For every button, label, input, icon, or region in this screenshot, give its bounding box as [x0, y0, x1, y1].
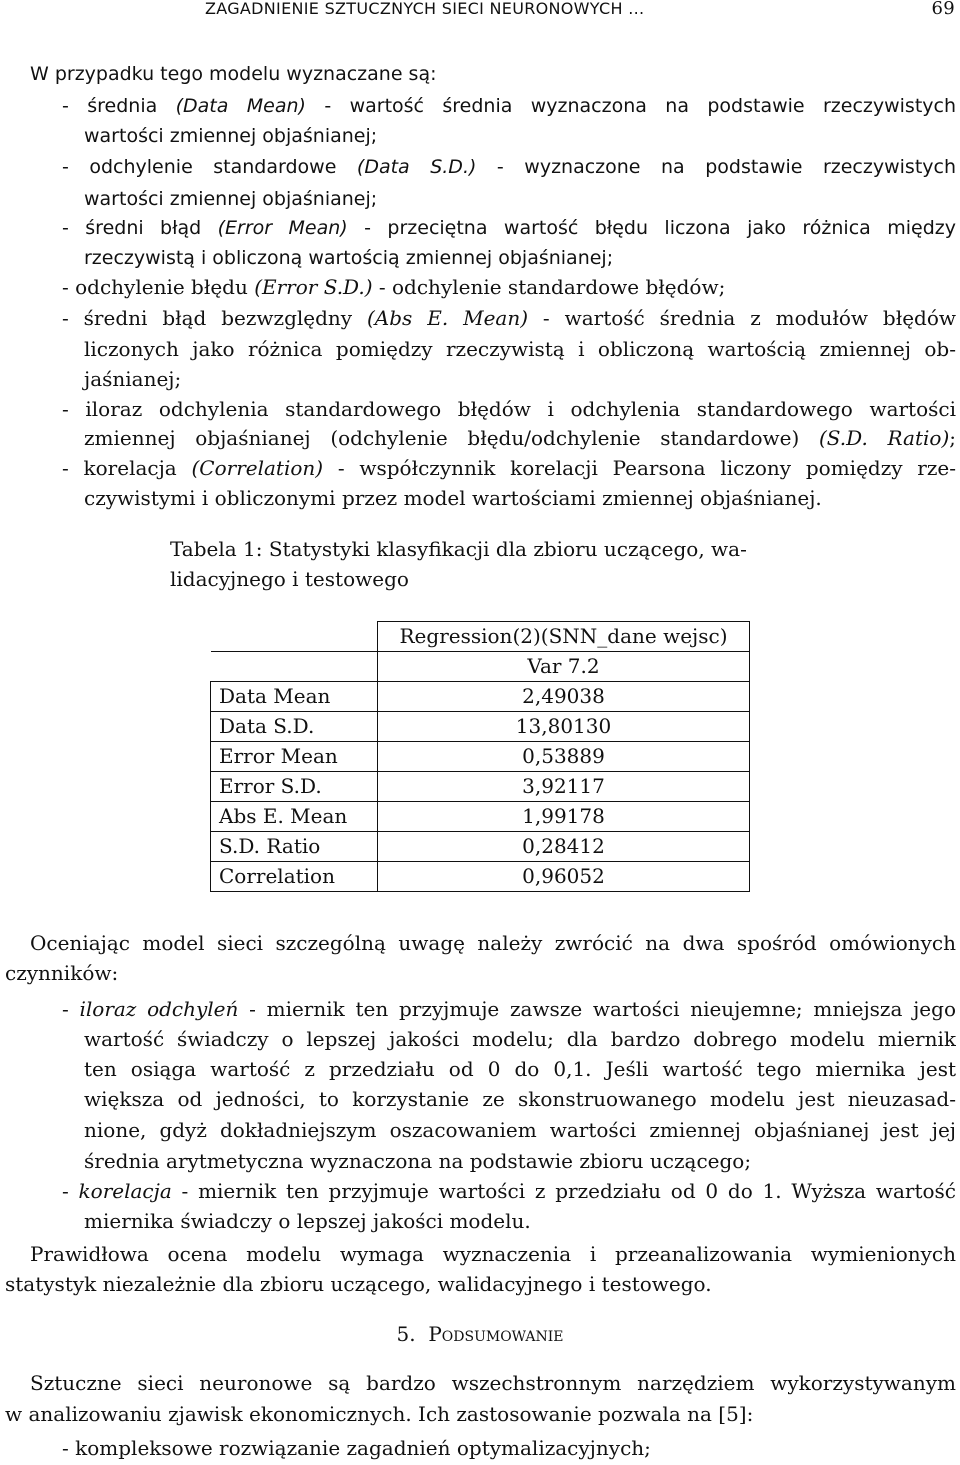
- list-item-line: - odchylenie błędu (Error S.D.) - odchylenie standardowe błędów;: [62, 275, 726, 299]
- paragraph-line: Oceniając model sieci szczególną uwagę należy zwrócić na dwa spośród omówionych: [30, 931, 956, 955]
- list-item-line: zmiennej objaśnianej (odchylenie błędu/odchylenie standardowe) (S.D. Ratio);: [84, 426, 956, 450]
- table-cell-label: Data S.D.: [211, 712, 378, 742]
- table-cell-value: 3,92117: [378, 772, 750, 802]
- list-item-line: większa od jedności, to korzystanie ze skonstruowanego modelu jest nieuzasad-: [84, 1087, 956, 1111]
- paragraph-line: statystyk niezależnie dla zbioru uczącego, walidacyjnego i testowego.: [5, 1272, 712, 1296]
- list-item-line: - odchylenie standardowe (Data S.D.) - wyznaczone na podstawie rzeczywistych: [62, 156, 956, 178]
- list-item-line: - kompleksowe rozwiązanie zagadnień optymalizacyjnych;: [62, 1436, 651, 1460]
- paragraph-line: Sztuczne sieci neuronowe są bardzo wszechstronnym narzędziem wykorzystywanym: [30, 1371, 956, 1395]
- statistics-table: [210, 621, 750, 892]
- list-item-line: ten osiąga wartość z przedziału od 0 do 0,1. Jeśli wartość tego miernika jest: [84, 1057, 956, 1081]
- list-item-line: nione, gdyż dokładniejszym oszacowaniem wartości zmiennej objaśnianej jest jej: [84, 1118, 956, 1142]
- list-item-line: miernika świadczy o lepszej jakości modelu.: [84, 1209, 531, 1233]
- table-header-row: [211, 652, 750, 682]
- table-row: [211, 742, 750, 772]
- table-cell-label: Abs E. Mean: [211, 802, 378, 832]
- list-item-line: czywistymi i obliczonymi przez model wartościami zmiennej objaśnianej.: [84, 486, 822, 510]
- table-header-row: [211, 622, 750, 652]
- table-cell-value: 0,96052: [378, 862, 750, 892]
- running-header: [0, 0, 960, 22]
- list-item-line: średnia arytmetyczna wyznaczona na podstawie zbioru uczącego;: [84, 1149, 752, 1173]
- table-cell-label: Data Mean: [211, 682, 378, 712]
- table-row: [211, 682, 750, 712]
- section-heading: 5. Podsumowanie: [396, 1322, 564, 1346]
- table-header-var: Var 7.2: [378, 652, 750, 682]
- page-number: 69: [931, 0, 955, 19]
- list-item-line: liczonych jako różnica pomiędzy rzeczywistą i obliczoną wartością zmiennej ob-: [84, 337, 956, 361]
- table-cell-value: 13,80130: [378, 712, 750, 742]
- table-cell-value: 1,99178: [378, 802, 750, 832]
- table-cell-value: 2,49038: [378, 682, 750, 712]
- list-item-line: wartość świadczy o lepszej jakości modelu; dla bardzo dobrego modelu miernik: [84, 1027, 956, 1051]
- list-item-line: wartości zmiennej objaśnianej;: [84, 188, 378, 210]
- list-item-line: - iloraz odchylenia standardowego błędów i odchylenia standardowego wartości: [62, 397, 956, 421]
- intro-line: W przypadku tego modelu wyznaczane są:: [30, 63, 437, 85]
- table-caption: Tabela 1: Statystyki klasyfikacji dla zbioru uczącego, wa-: [170, 537, 747, 561]
- running-title: ZAGADNIENIE SZTUCZNYCH SIECI NEURONOWYCH ...: [205, 0, 645, 18]
- table-row: [211, 802, 750, 832]
- list-item-line: - średni błąd (Error Mean) - przeciętna wartość błędu liczona jako różnica między: [62, 217, 956, 239]
- table-cell-label: Correlation: [211, 862, 378, 892]
- table-row: [211, 772, 750, 802]
- paragraph-line: czynników:: [5, 961, 119, 985]
- list-item-line: - średnia (Data Mean) - wartość średnia wyznaczona na podstawie rzeczywistych: [62, 95, 956, 117]
- table-row: [211, 832, 750, 862]
- table-cell-label: Error S.D.: [211, 772, 378, 802]
- list-item-line: rzeczywistą i obliczoną wartością zmiennej objaśnianej;: [84, 247, 614, 269]
- table-cell-value: 0,28412: [378, 832, 750, 862]
- table-cell-value: 0,53889: [378, 742, 750, 772]
- list-item-line: - korelacja (Correlation) - współczynnik korelacji Pearsona liczony pomiędzy rze-: [62, 456, 956, 480]
- list-item-line: jaśnianej;: [84, 367, 182, 391]
- paragraph-line: w analizowaniu zjawisk ekonomicznych. Ich zastosowanie pozwala na [5]:: [5, 1402, 754, 1426]
- list-item-line: - korelacja - miernik ten przyjmuje wartości z przedziału od 0 do 1. Wyższa wartość: [62, 1179, 956, 1203]
- list-item-line: wartości zmiennej objaśnianej;: [84, 125, 378, 147]
- list-item-line: - iloraz odchyleń - miernik ten przyjmuje zawsze wartości nieujemne; mniejsza jego: [62, 997, 956, 1021]
- table-cell-label: S.D. Ratio: [211, 832, 378, 862]
- table-row: [211, 862, 750, 892]
- table-cell-label: Error Mean: [211, 742, 378, 772]
- table-caption: lidacyjnego i testowego: [170, 567, 409, 591]
- table-row: [211, 712, 750, 742]
- paragraph-line: Prawidłowa ocena modelu wymaga wyznaczenia i przeanalizowania wymienionych: [30, 1242, 956, 1266]
- table-header-model: Regression(2)(SNN_dane wejsc): [378, 622, 750, 652]
- list-item-line: - średni błąd bezwzględny (Abs E. Mean) - wartość średnia z modułów błędów: [62, 306, 956, 330]
